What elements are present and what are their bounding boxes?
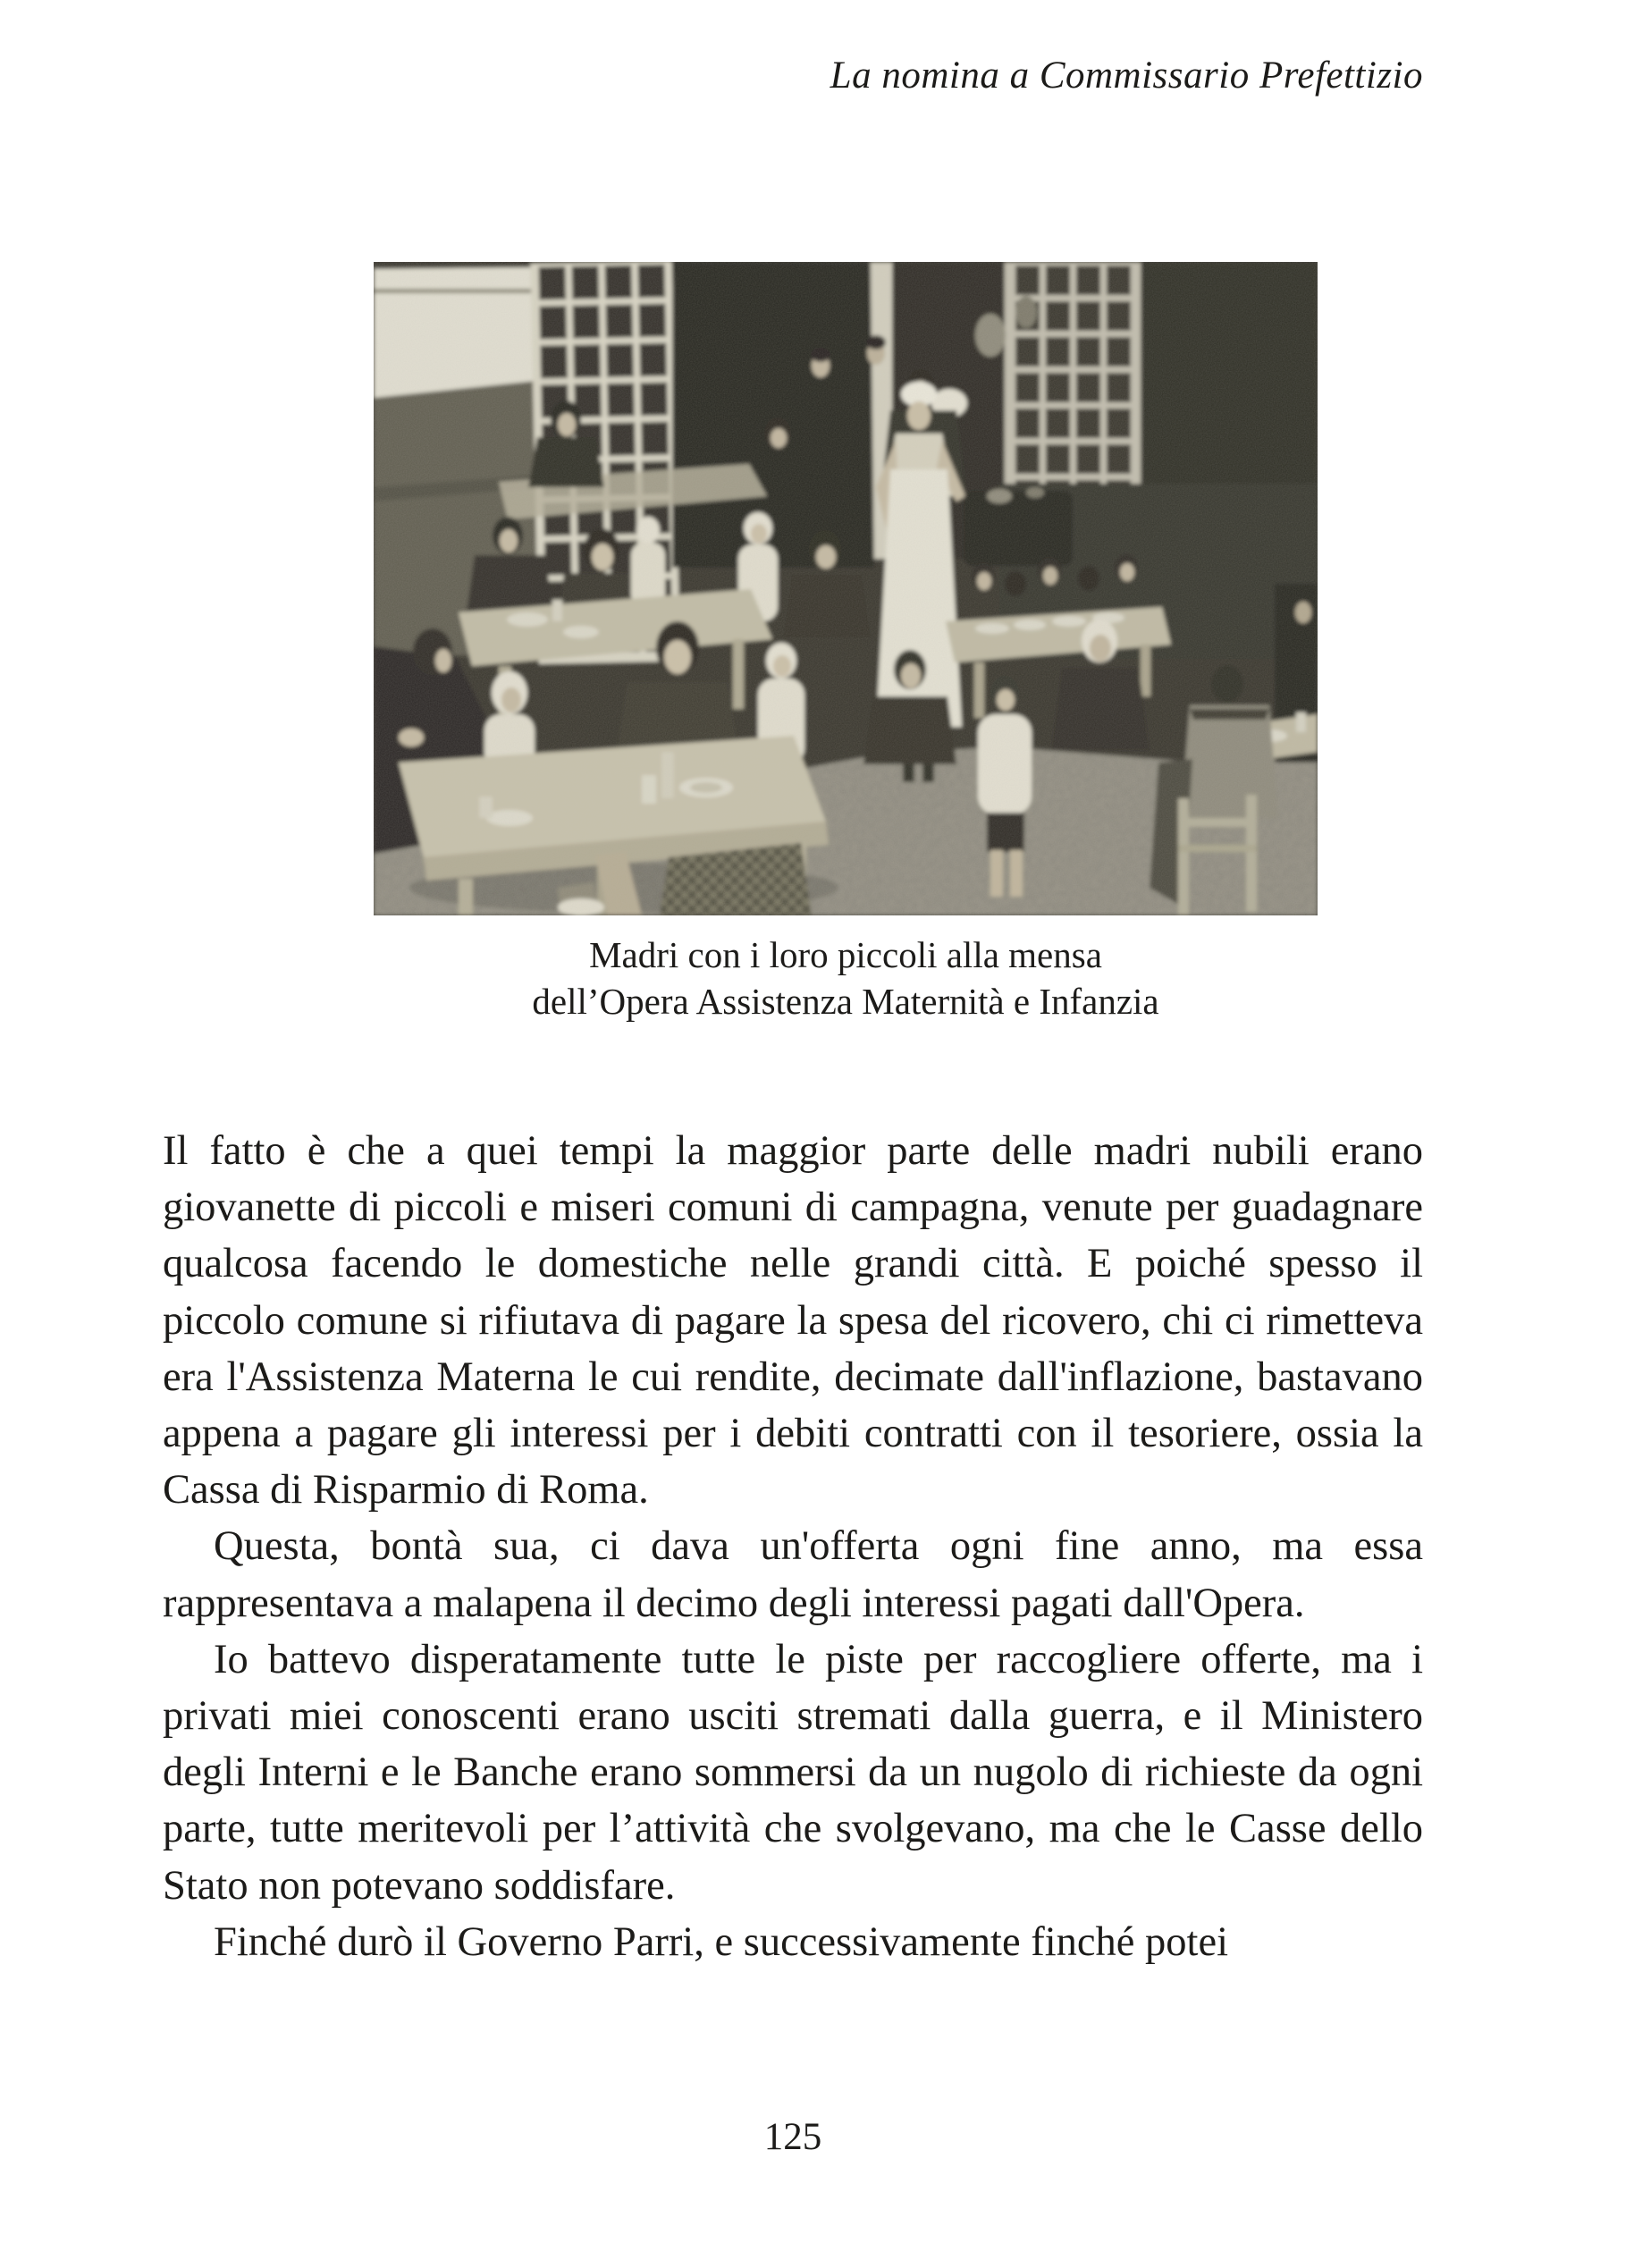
photo-caption: [374, 932, 1318, 1024]
photo-tint: [374, 262, 1318, 915]
paragraph-2: Questa, bontà sua, ci dava un'offerta ogni fine anno, ma essa rappresentava a malapena il decimo degli interessi pagati dall'Opera.: [163, 1523, 1423, 1626]
photo-image: [374, 262, 1318, 915]
photo-figure: [374, 262, 1318, 1022]
caption-line-1: Madri con i loro piccoli alla mensa: [589, 934, 1102, 975]
photo: [374, 262, 1318, 915]
paragraph-3: Io battevo disperatamente tutte le piste per raccogliere offerte, ma i privati miei conoscenti erano usciti stremati dalla guerra, e il Ministero degli Interni e le Banche erano sommersi da un nugolo di richieste da ogni parte, tutte meritevoli per l’attività che svolgevano, ma che le Casse dello Stato non potevano soddisfare.: [163, 1636, 1423, 1909]
body-text: [163, 1123, 1423, 1970]
paragraph-1: Il fatto è che a quei tempi la maggior parte delle madri nubili erano giovanette di piccoli e miseri comuni di campagna, venute per guadagnare qualcosa facendo le domestiche nelle grandi città. E poiché spesso il piccolo comune si rifiutava di pagare la spesa del ricovero, chi ci rimetteva era l'Assistenza Materna le cui rendite, decimate dall'inflazione, bastavano appena a pagare gli interessi per i debiti contratti con il tesoriere, ossia la Cassa di Risparmio di Roma.: [163, 1128, 1423, 1513]
running-header: La nomina a Commissario Prefettizio: [830, 55, 1423, 97]
caption-line-2: dell’Opera Assistenza Maternità e Infanzia: [532, 981, 1159, 1022]
paragraph-4: Finché durò il Governo Parri, e successivamente finché potei: [214, 1918, 1229, 1965]
page-number: 125: [763, 2116, 822, 2158]
